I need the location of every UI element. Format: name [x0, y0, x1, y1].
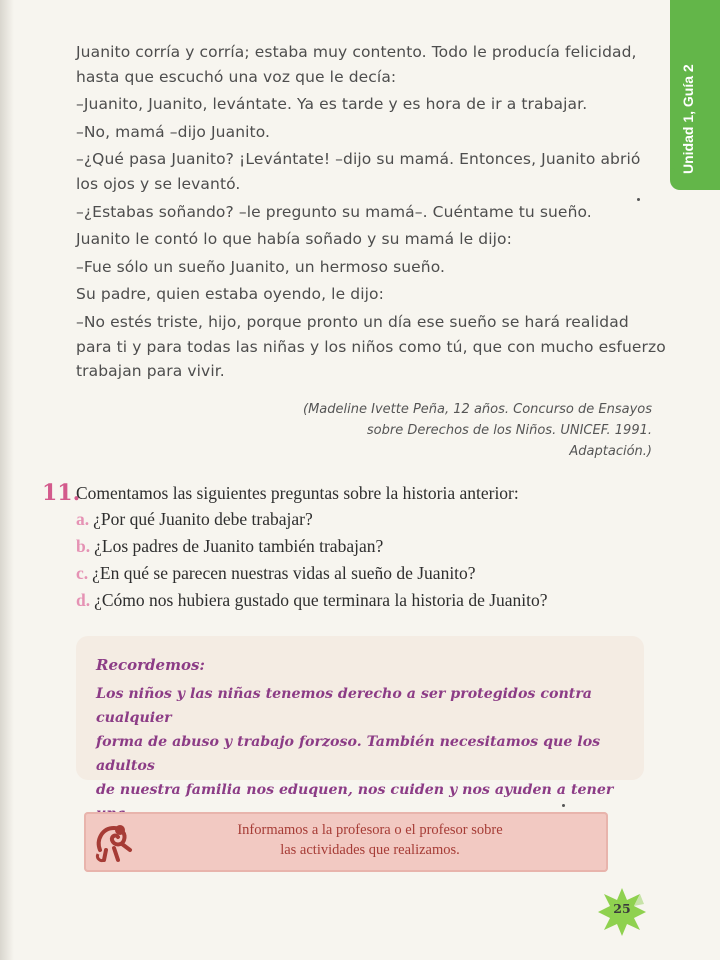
citation-line: sobre Derechos de los Niños. UNICEF. 1991.	[366, 423, 652, 438]
banner-text	[220, 820, 520, 860]
question-text: ¿En qué se parecen nuestras vidas al sueño de Juanito?	[92, 563, 476, 583]
story-text	[76, 40, 666, 384]
monkey-icon	[92, 820, 136, 864]
question-letter: d.	[76, 590, 91, 610]
banner-line: Informamos a la profesora o el profesor sobre	[237, 822, 503, 838]
story-line: Su padre, quien estaba oyendo, le dijo:	[76, 285, 384, 304]
reminder-line: de nuestra familia nos eduquen, nos cuiden y nos ayuden a tener	[96, 782, 614, 798]
print-mark	[637, 198, 640, 201]
story-line: –¿Estabas soñando? –le pregunto su mamá–. Cuéntame tu sueño.	[76, 202, 592, 221]
story-line: –Fue sólo un sueño Juanito, un hermoso sueño.	[76, 257, 446, 276]
page-number: 25	[613, 901, 631, 916]
story-line: –¿Qué pasa Juanito? ¡Levántate! –dijo su mamá. Entonces, Juanito abrió	[76, 150, 641, 169]
story-line: los ojos y se levantó.	[76, 174, 241, 193]
question-letter: c.	[76, 563, 89, 583]
banner-line: las actividades que realizamos.	[280, 842, 460, 858]
story-line: –No estés triste, hijo, porque pronto un día ese sueño se hará realidad	[76, 312, 629, 331]
citation-line: Adaptación.)	[569, 444, 652, 459]
print-mark	[562, 804, 565, 807]
page-shadow	[0, 0, 14, 960]
question-item	[76, 536, 383, 557]
reminder-title: Recordemos:	[96, 656, 205, 674]
story-line: hasta que escuchó una voz que le decía:	[76, 67, 397, 86]
tab-dot	[670, 168, 675, 173]
question-intro: Comentamos las siguientes preguntas sobre la historia anterior:	[76, 483, 519, 503]
question-text: ¿Cómo nos hubiera gustado que terminara la historia de Juanito?	[94, 590, 548, 610]
reminder-line: forma de abuso y trabajo forzoso. También necesitamos que los adultos	[96, 734, 601, 774]
question-item	[76, 590, 548, 611]
question-letter: a.	[76, 509, 90, 529]
question-text: ¿Los padres de Juanito también trabajan?	[94, 536, 384, 556]
citation-line: (Madeline Ivette Peña, 12 años. Concurso de Ensayos	[303, 402, 652, 417]
citation	[232, 399, 652, 462]
story-line: Juanito le contó lo que había soñado y su mamá le dijo:	[76, 230, 512, 249]
story-line: Juanito corría y corría; estaba muy contento. Todo le producía felicidad,	[76, 43, 637, 61]
story-line: –Juanito, Juanito, levántate. Ya es tarde y es hora de ir a trabajar.	[76, 95, 588, 114]
reminder-line: Los niños y las niñas tenemos derecho a ser protegidos contra cualquier	[96, 686, 592, 726]
question-text: ¿Por qué Juanito debe trabajar?	[93, 509, 313, 529]
question-letter: b.	[76, 536, 91, 556]
question-item	[76, 509, 313, 530]
unit-tab-label: Unidad 1, Guía 2	[680, 64, 696, 174]
question-number: 11.	[42, 480, 81, 506]
teacher-banner	[84, 812, 608, 872]
unit-tab	[670, 0, 720, 190]
story-line: trabajan para vivir.	[76, 362, 225, 381]
story-line: –No, mamá –dijo Juanito.	[76, 122, 271, 141]
story-line: para ti y para todas las niñas y los niños como tú, que con mucho esfuerzo	[76, 337, 666, 356]
question-item	[76, 563, 476, 584]
